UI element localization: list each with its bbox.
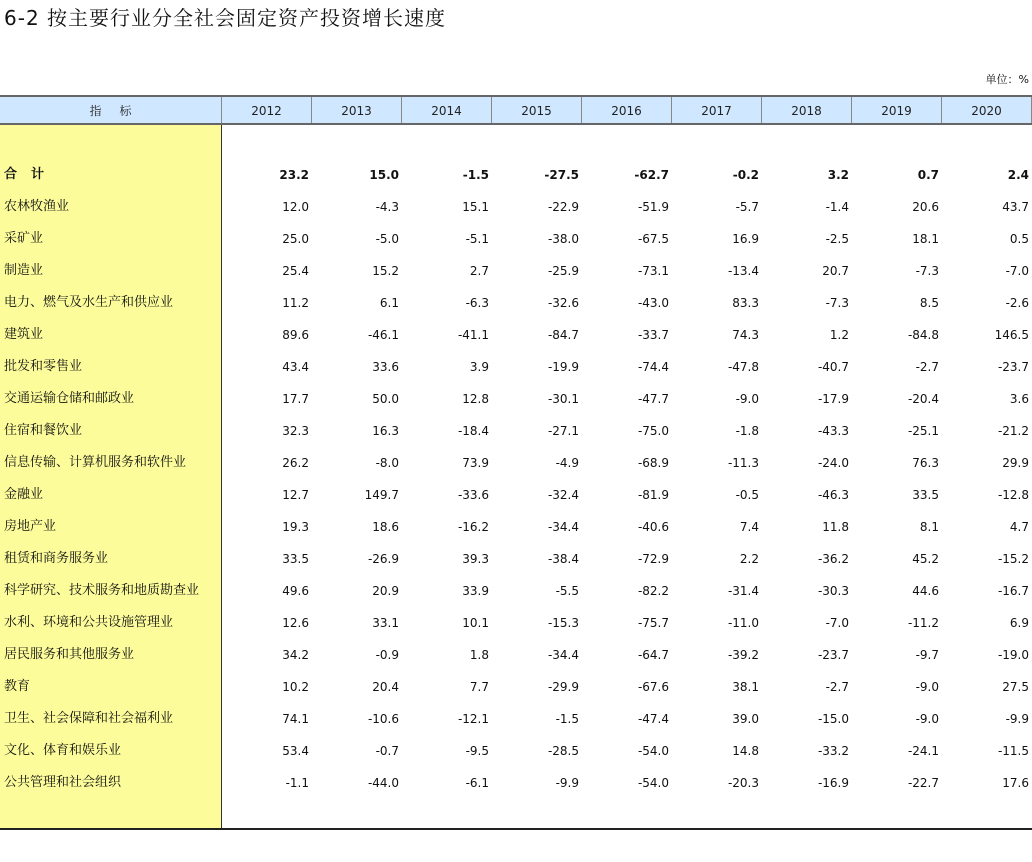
growth-value-cell: 6.9 [1009,616,1029,630]
growth-value-cell: 2.4 [1007,168,1029,182]
growth-value-cell: -39.2 [727,648,759,662]
industry-label: 金融业 [4,487,44,502]
growth-value-cell: -1.4 [825,200,849,214]
growth-value-cell: -46.3 [817,488,849,502]
table-row [0,447,1032,479]
growth-value-cell: 74.1 [282,712,309,726]
growth-value-cell: 12.6 [282,616,309,630]
growth-value-cell: -82.2 [637,584,669,598]
growth-value-cell: -25.1 [907,424,939,438]
growth-value-cell: -5.7 [735,200,759,214]
growth-value-cell: -46.1 [367,328,399,342]
industry-label: 交通运输仓储和邮政业 [4,391,135,406]
growth-value-cell: 29.9 [1002,456,1029,470]
growth-value-cell: -9.0 [735,392,759,406]
growth-value-cell: 32.3 [282,424,309,438]
industry-label: 卫生、社会保障和社会福利业 [4,711,174,726]
growth-value-cell: 39.0 [732,712,759,726]
growth-value-cell: -47.7 [637,392,669,406]
growth-value-cell: -5.5 [555,584,579,598]
table-header-row [0,95,1032,125]
growth-value-cell: 146.5 [994,328,1029,342]
growth-value-cell: -9.9 [1005,712,1029,726]
growth-value-cell: 27.5 [1002,680,1029,694]
growth-value-cell: 0.5 [1009,232,1029,246]
industry-label: 水利、环境和公共设施管理业 [4,615,174,630]
growth-value-cell: 50.0 [372,392,399,406]
growth-value-cell: -41.1 [457,328,489,342]
growth-value-cell: -27.1 [547,424,579,438]
growth-value-cell: 149.7 [364,488,399,502]
growth-value-cell: -38.4 [547,552,579,566]
growth-value-cell: -6.3 [465,296,489,310]
growth-value-cell: 4.7 [1009,520,1029,534]
growth-value-cell: 43.7 [1002,200,1029,214]
industry-label: 合计 [4,167,59,182]
growth-value-cell: -24.1 [907,744,939,758]
growth-value-cell: 1.8 [469,648,489,662]
growth-value-cell: -11.2 [907,616,939,630]
growth-value-cell: 25.0 [282,232,309,246]
growth-value-cell: -22.7 [907,776,939,790]
growth-value-cell: -44.0 [367,776,399,790]
growth-value-cell: -34.4 [547,520,579,534]
growth-value-cell: 12.0 [282,200,309,214]
growth-value-cell: 2.7 [469,264,489,278]
growth-value-cell: -75.0 [637,424,669,438]
growth-value-cell: -19.9 [547,360,579,374]
growth-value-cell: 12.8 [462,392,489,406]
growth-value-cell: 38.1 [732,680,759,694]
growth-value-cell: 33.5 [282,552,309,566]
growth-value-cell: -33.7 [637,328,669,342]
growth-value-cell: 16.9 [732,232,759,246]
growth-value-cell: 8.5 [919,296,939,310]
growth-value-cell: -54.0 [637,744,669,758]
table-bottom-border [0,828,1032,830]
industry-label: 文化、体育和娱乐业 [4,743,122,758]
growth-value-cell: 7.4 [739,520,759,534]
growth-value-cell: -51.9 [637,200,669,214]
growth-value-cell: -40.6 [637,520,669,534]
growth-value-cell: 15.0 [369,168,399,182]
industry-label: 教育 [4,679,31,694]
growth-value-cell: 17.6 [1002,776,1029,790]
growth-value-cell: 11.2 [282,296,309,310]
growth-value-cell: 43.4 [282,360,309,374]
growth-value-cell: 25.4 [282,264,309,278]
growth-value-cell: -0.2 [732,168,759,182]
growth-value-cell: -62.7 [634,168,669,182]
industry-label: 居民服务和其他服务业 [4,647,135,662]
growth-value-cell: -9.7 [915,648,939,662]
growth-value-cell: -7.0 [1005,264,1029,278]
table-row [0,607,1032,639]
table-row [0,511,1032,543]
growth-value-cell: -75.7 [637,616,669,630]
investment-growth-table [0,95,1032,829]
growth-value-cell: 3.6 [1009,392,1029,406]
year-header-6: 2018 [762,97,852,123]
growth-value-cell: -72.9 [637,552,669,566]
table-row [0,351,1032,383]
growth-value-cell: -13.4 [727,264,759,278]
industry-label: 信息传输、计算机服务和软件业 [4,455,187,470]
growth-value-cell: 11.8 [822,520,849,534]
growth-value-cell: -22.9 [547,200,579,214]
growth-value-cell: 3.9 [469,360,489,374]
growth-value-cell: 6.1 [379,296,399,310]
industry-label: 批发和零售业 [4,359,83,374]
growth-value-cell: -18.4 [457,424,489,438]
growth-value-cell: -11.0 [727,616,759,630]
growth-value-cell: -0.7 [375,744,399,758]
growth-value-cell: -81.9 [637,488,669,502]
growth-value-cell: -31.4 [727,584,759,598]
growth-value-cell: 20.9 [372,584,399,598]
growth-value-cell: -20.3 [727,776,759,790]
growth-value-cell: 19.3 [282,520,309,534]
industry-label: 制造业 [4,263,44,278]
growth-value-cell: -64.7 [637,648,669,662]
growth-value-cell: -10.6 [367,712,399,726]
table-row [0,671,1032,703]
industry-label: 公共管理和社会组织 [4,775,122,790]
year-header-8: 2020 [942,97,1032,123]
growth-value-cell: -9.5 [465,744,489,758]
growth-value-cell: -33.6 [457,488,489,502]
table-row [0,767,1032,799]
growth-value-cell: 18.1 [912,232,939,246]
growth-value-cell: 45.2 [912,552,939,566]
growth-value-cell: -4.9 [555,456,579,470]
growth-value-cell: 20.4 [372,680,399,694]
growth-value-cell: -9.0 [915,712,939,726]
industry-label: 房地产业 [4,519,57,534]
growth-value-cell: -0.5 [735,488,759,502]
year-header-4: 2016 [582,97,672,123]
growth-value-cell: -1.8 [735,424,759,438]
growth-value-cell: 23.2 [279,168,309,182]
growth-value-cell: -29.9 [547,680,579,694]
growth-value-cell: 74.3 [732,328,759,342]
industry-label: 农林牧渔业 [4,199,70,214]
table-row [0,639,1032,671]
growth-value-cell: -32.6 [547,296,579,310]
growth-value-cell: -73.1 [637,264,669,278]
year-header-5: 2017 [672,97,762,123]
growth-value-cell: 33.6 [372,360,399,374]
growth-value-cell: -30.3 [817,584,849,598]
growth-value-cell: -38.0 [547,232,579,246]
year-header-1: 2013 [312,97,402,123]
growth-value-cell: -21.2 [997,424,1029,438]
growth-value-cell: -9.9 [555,776,579,790]
growth-value-cell: -8.0 [375,456,399,470]
growth-value-cell: -43.3 [817,424,849,438]
page-title: 6-2 按主要行业分全社会固定资产投资增长速度 [4,6,447,30]
growth-value-cell: 20.7 [822,264,849,278]
unit-label: 单位：% [985,73,1029,86]
growth-value-cell: 2.2 [739,552,759,566]
growth-value-cell: -26.9 [367,552,399,566]
growth-value-cell: 34.2 [282,648,309,662]
growth-value-cell: 49.6 [282,584,309,598]
growth-value-cell: -27.5 [544,168,579,182]
growth-value-cell: -9.0 [915,680,939,694]
growth-value-cell: -17.9 [817,392,849,406]
growth-value-cell: -16.2 [457,520,489,534]
growth-value-cell: -2.7 [825,680,849,694]
growth-value-cell: -47.8 [727,360,759,374]
table-row [0,575,1032,607]
growth-value-cell: -16.7 [997,584,1029,598]
growth-value-cell: -24.0 [817,456,849,470]
growth-value-cell: -34.4 [547,648,579,662]
table-row [0,415,1032,447]
table-row [0,287,1032,319]
growth-value-cell: -15.0 [817,712,849,726]
growth-value-cell: 10.2 [282,680,309,694]
table-row [0,479,1032,511]
growth-value-cell: 12.7 [282,488,309,502]
growth-value-cell: -1.1 [285,776,309,790]
growth-value-cell: -11.3 [727,456,759,470]
year-header-3: 2015 [492,97,582,123]
growth-value-cell: -67.6 [637,680,669,694]
growth-value-cell: -47.4 [637,712,669,726]
growth-value-cell: -15.2 [997,552,1029,566]
table-row [0,255,1032,287]
growth-value-cell: -54.0 [637,776,669,790]
growth-value-cell: -16.9 [817,776,849,790]
growth-value-cell: -1.5 [462,168,489,182]
growth-value-cell: 18.6 [372,520,399,534]
growth-value-cell: -2.6 [1005,296,1029,310]
table-row [0,223,1032,255]
industry-label: 建筑业 [4,327,44,342]
growth-value-cell: -40.7 [817,360,849,374]
growth-value-cell: 0.7 [917,168,939,182]
growth-value-cell: 7.7 [469,680,489,694]
growth-value-cell: -2.5 [825,232,849,246]
table-row [0,191,1032,223]
year-header-0: 2012 [222,97,312,123]
growth-value-cell: -5.1 [465,232,489,246]
growth-value-cell: 33.9 [462,584,489,598]
growth-value-cell: -12.8 [997,488,1029,502]
industry-label: 采矿业 [4,231,44,246]
growth-value-cell: -7.3 [915,264,939,278]
growth-value-cell: -30.1 [547,392,579,406]
growth-value-cell: 83.3 [732,296,759,310]
growth-value-cell: -43.0 [637,296,669,310]
growth-value-cell: -11.5 [997,744,1029,758]
growth-value-cell: 15.1 [462,200,489,214]
growth-value-cell: 20.6 [912,200,939,214]
growth-value-cell: -19.0 [997,648,1029,662]
table-row [0,159,1032,191]
growth-value-cell: -36.2 [817,552,849,566]
growth-value-cell: 14.8 [732,744,759,758]
industry-label: 住宿和餐饮业 [4,423,83,438]
growth-value-cell: 1.2 [829,328,849,342]
growth-value-cell: 76.3 [912,456,939,470]
growth-value-cell: -15.3 [547,616,579,630]
growth-value-cell: 44.6 [912,584,939,598]
table-row [0,735,1032,767]
year-header-2: 2014 [402,97,492,123]
growth-value-cell: -23.7 [997,360,1029,374]
growth-value-cell: -84.7 [547,328,579,342]
growth-value-cell: -7.3 [825,296,849,310]
growth-value-cell: -84.8 [907,328,939,342]
industry-label: 租赁和商务服务业 [4,551,109,566]
growth-value-cell: -32.4 [547,488,579,502]
growth-value-cell: 39.3 [462,552,489,566]
growth-value-cell: -74.4 [637,360,669,374]
year-header-7: 2019 [852,97,942,123]
growth-value-cell: -28.5 [547,744,579,758]
growth-value-cell: -6.1 [465,776,489,790]
growth-value-cell: 10.1 [462,616,489,630]
growth-value-cell: 16.3 [372,424,399,438]
growth-value-cell: 26.2 [282,456,309,470]
growth-value-cell: -5.0 [375,232,399,246]
indicator-header: 指标 [0,97,222,123]
growth-value-cell: 15.2 [372,264,399,278]
table-row [0,319,1032,351]
growth-value-cell: -67.5 [637,232,669,246]
growth-value-cell: -68.9 [637,456,669,470]
growth-value-cell: -0.9 [375,648,399,662]
growth-value-cell: -23.7 [817,648,849,662]
table-row [0,543,1032,575]
growth-value-cell: -20.4 [907,392,939,406]
growth-value-cell: -7.0 [825,616,849,630]
table-row [0,703,1032,735]
industry-label: 电力、燃气及水生产和供应业 [4,295,174,310]
growth-value-cell: 8.1 [919,520,939,534]
growth-value-cell: -25.9 [547,264,579,278]
growth-value-cell: -2.7 [915,360,939,374]
growth-value-cell: 53.4 [282,744,309,758]
growth-value-cell: -1.5 [555,712,579,726]
table-row [0,383,1032,415]
industry-label: 科学研究、技术服务和地质勘查业 [4,583,200,598]
growth-value-cell: 89.6 [282,328,309,342]
growth-value-cell: -33.2 [817,744,849,758]
growth-value-cell: 73.9 [462,456,489,470]
growth-value-cell: 3.2 [827,168,849,182]
growth-value-cell: 33.5 [912,488,939,502]
growth-value-cell: 33.1 [372,616,399,630]
growth-value-cell: -12.1 [457,712,489,726]
growth-value-cell: -4.3 [375,200,399,214]
growth-value-cell: 17.7 [282,392,309,406]
